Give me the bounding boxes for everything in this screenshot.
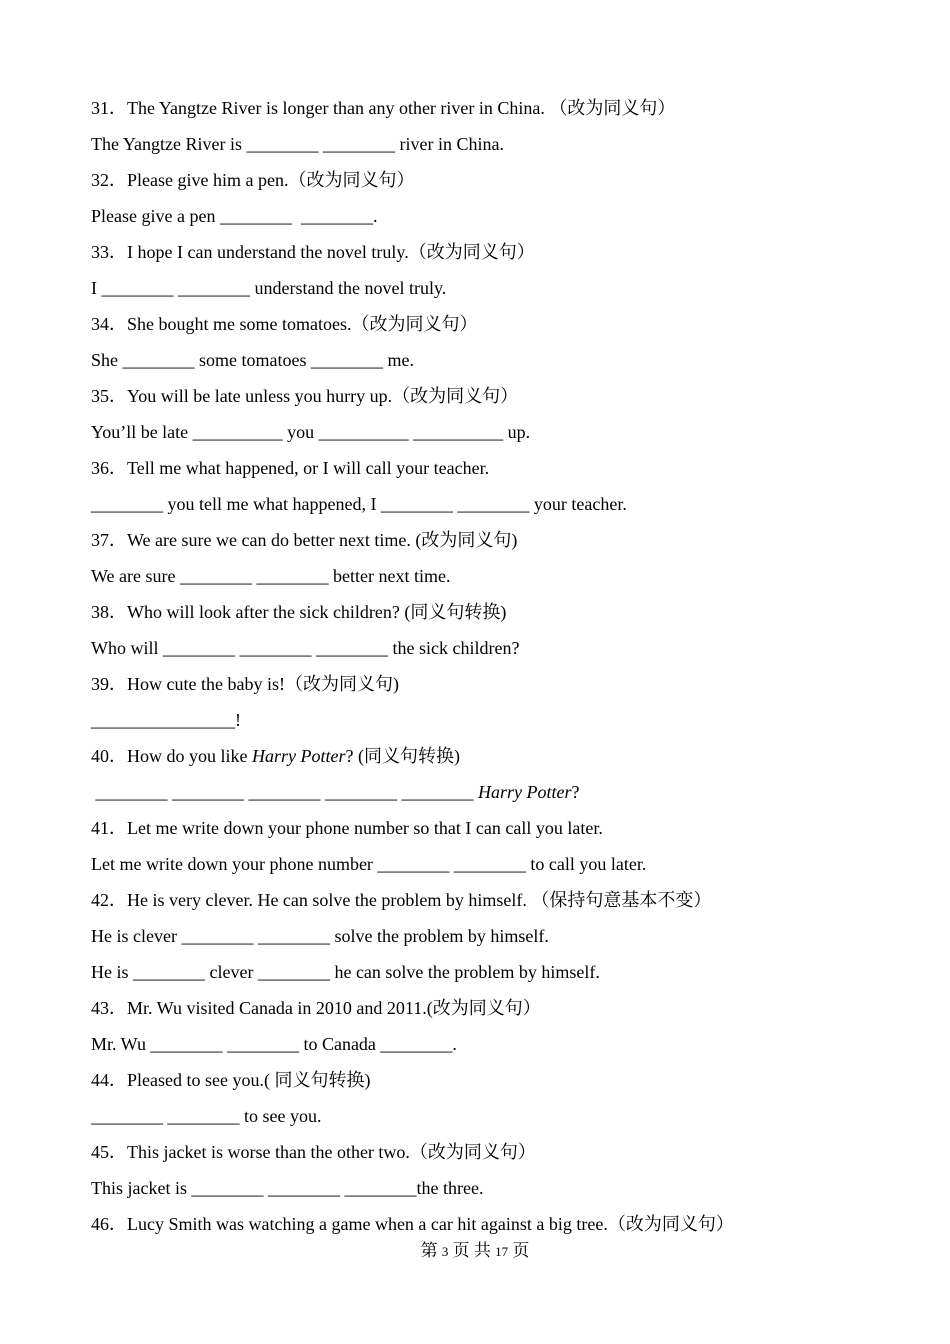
answer-42-b: He is ________ clever ________ he can solve the problem by himself. (91, 962, 600, 982)
answer-31: The Yangtze River is ________ ________ river in China. (91, 134, 504, 154)
answer-41: Let me write down your phone number ________ ________ to call you later. (91, 854, 647, 874)
footer-prefix: 第 (420, 1241, 442, 1260)
question-34: 34．She bought me some tomatoes.（改为同义句） (91, 314, 478, 334)
question-39: 39．How cute the baby is!（改为同义句) (91, 674, 399, 694)
question-40-end: ? (同义句转换) (345, 746, 460, 766)
answer-34: She ________ some tomatoes ________ me. (91, 350, 414, 370)
question-40 (91, 740, 891, 776)
answer-40-blanks: ________ ________ ________ ________ ________ (91, 782, 478, 802)
answer-38: Who will ________ ________ ________ the sick children? (91, 638, 520, 658)
question-42: 42．He is very clever. He can solve the problem by himself. （保持句意基本不变） (91, 890, 712, 910)
answer-42-a: He is clever ________ ________ solve the problem by himself. (91, 926, 549, 946)
footer-page-number: 3 (441, 1244, 449, 1259)
answer-40-title: Harry Potter (478, 782, 572, 802)
answer-40-end: ? (571, 782, 580, 802)
question-32: 32．Please give him a pen.（改为同义句） (91, 170, 415, 190)
answer-36: ________ you tell me what happened, I ________ ________ your teacher. (91, 494, 627, 514)
answer-39: ________________! (91, 710, 241, 730)
answer-44: ________ ________ to see you. (91, 1106, 322, 1126)
question-46: 46．Lucy Smith was watching a game when a car hit against a big tree.（改为同义句） (91, 1214, 734, 1234)
footer-suffix: 页 (508, 1241, 530, 1260)
question-43: 43．Mr. Wu visited Canada in 2010 and 2011.(改为同义句） (91, 998, 541, 1018)
question-35: 35．You will be late unless you hurry up.（改为同义句） (91, 386, 519, 406)
question-37: 37．We are sure we can do better next time. (改为同义句) (91, 530, 518, 550)
answer-37: We are sure ________ ________ better next time. (91, 566, 451, 586)
question-40-start: 40．How do you like (91, 746, 252, 766)
answer-40 (91, 776, 891, 812)
question-40-title: Harry Potter (252, 746, 346, 766)
footer-middle: 页 共 (448, 1241, 496, 1260)
question-31: 31．The Yangtze River is longer than any other river in China. （改为同义句） (91, 98, 676, 118)
question-36: 36．Tell me what happened, or I will call your teacher. (91, 458, 490, 478)
answer-43: Mr. Wu ________ ________ to Canada ________. (91, 1034, 457, 1054)
document-body (91, 92, 891, 1244)
answer-45: This jacket is ________ ________ ________the three. (91, 1178, 484, 1198)
question-41: 41．Let me write down your phone number so that I can call you later. (91, 818, 603, 838)
question-38: 38．Who will look after the sick children? (同义句转换) (91, 602, 507, 622)
answer-32: Please give a pen ________ ________. (91, 206, 378, 226)
page-footer (0, 1236, 950, 1267)
question-44: 44．Pleased to see you.( 同义句转换) (91, 1070, 371, 1090)
answer-33: I ________ ________ understand the novel truly. (91, 278, 447, 298)
question-45: 45．This jacket is worse than the other two.（改为同义句） (91, 1142, 536, 1162)
question-33: 33．I hope I can understand the novel truly.（改为同义句） (91, 242, 535, 262)
answer-35: You’ll be late __________ you __________ __________ up. (91, 422, 531, 442)
footer-total-pages: 17 (495, 1244, 509, 1259)
